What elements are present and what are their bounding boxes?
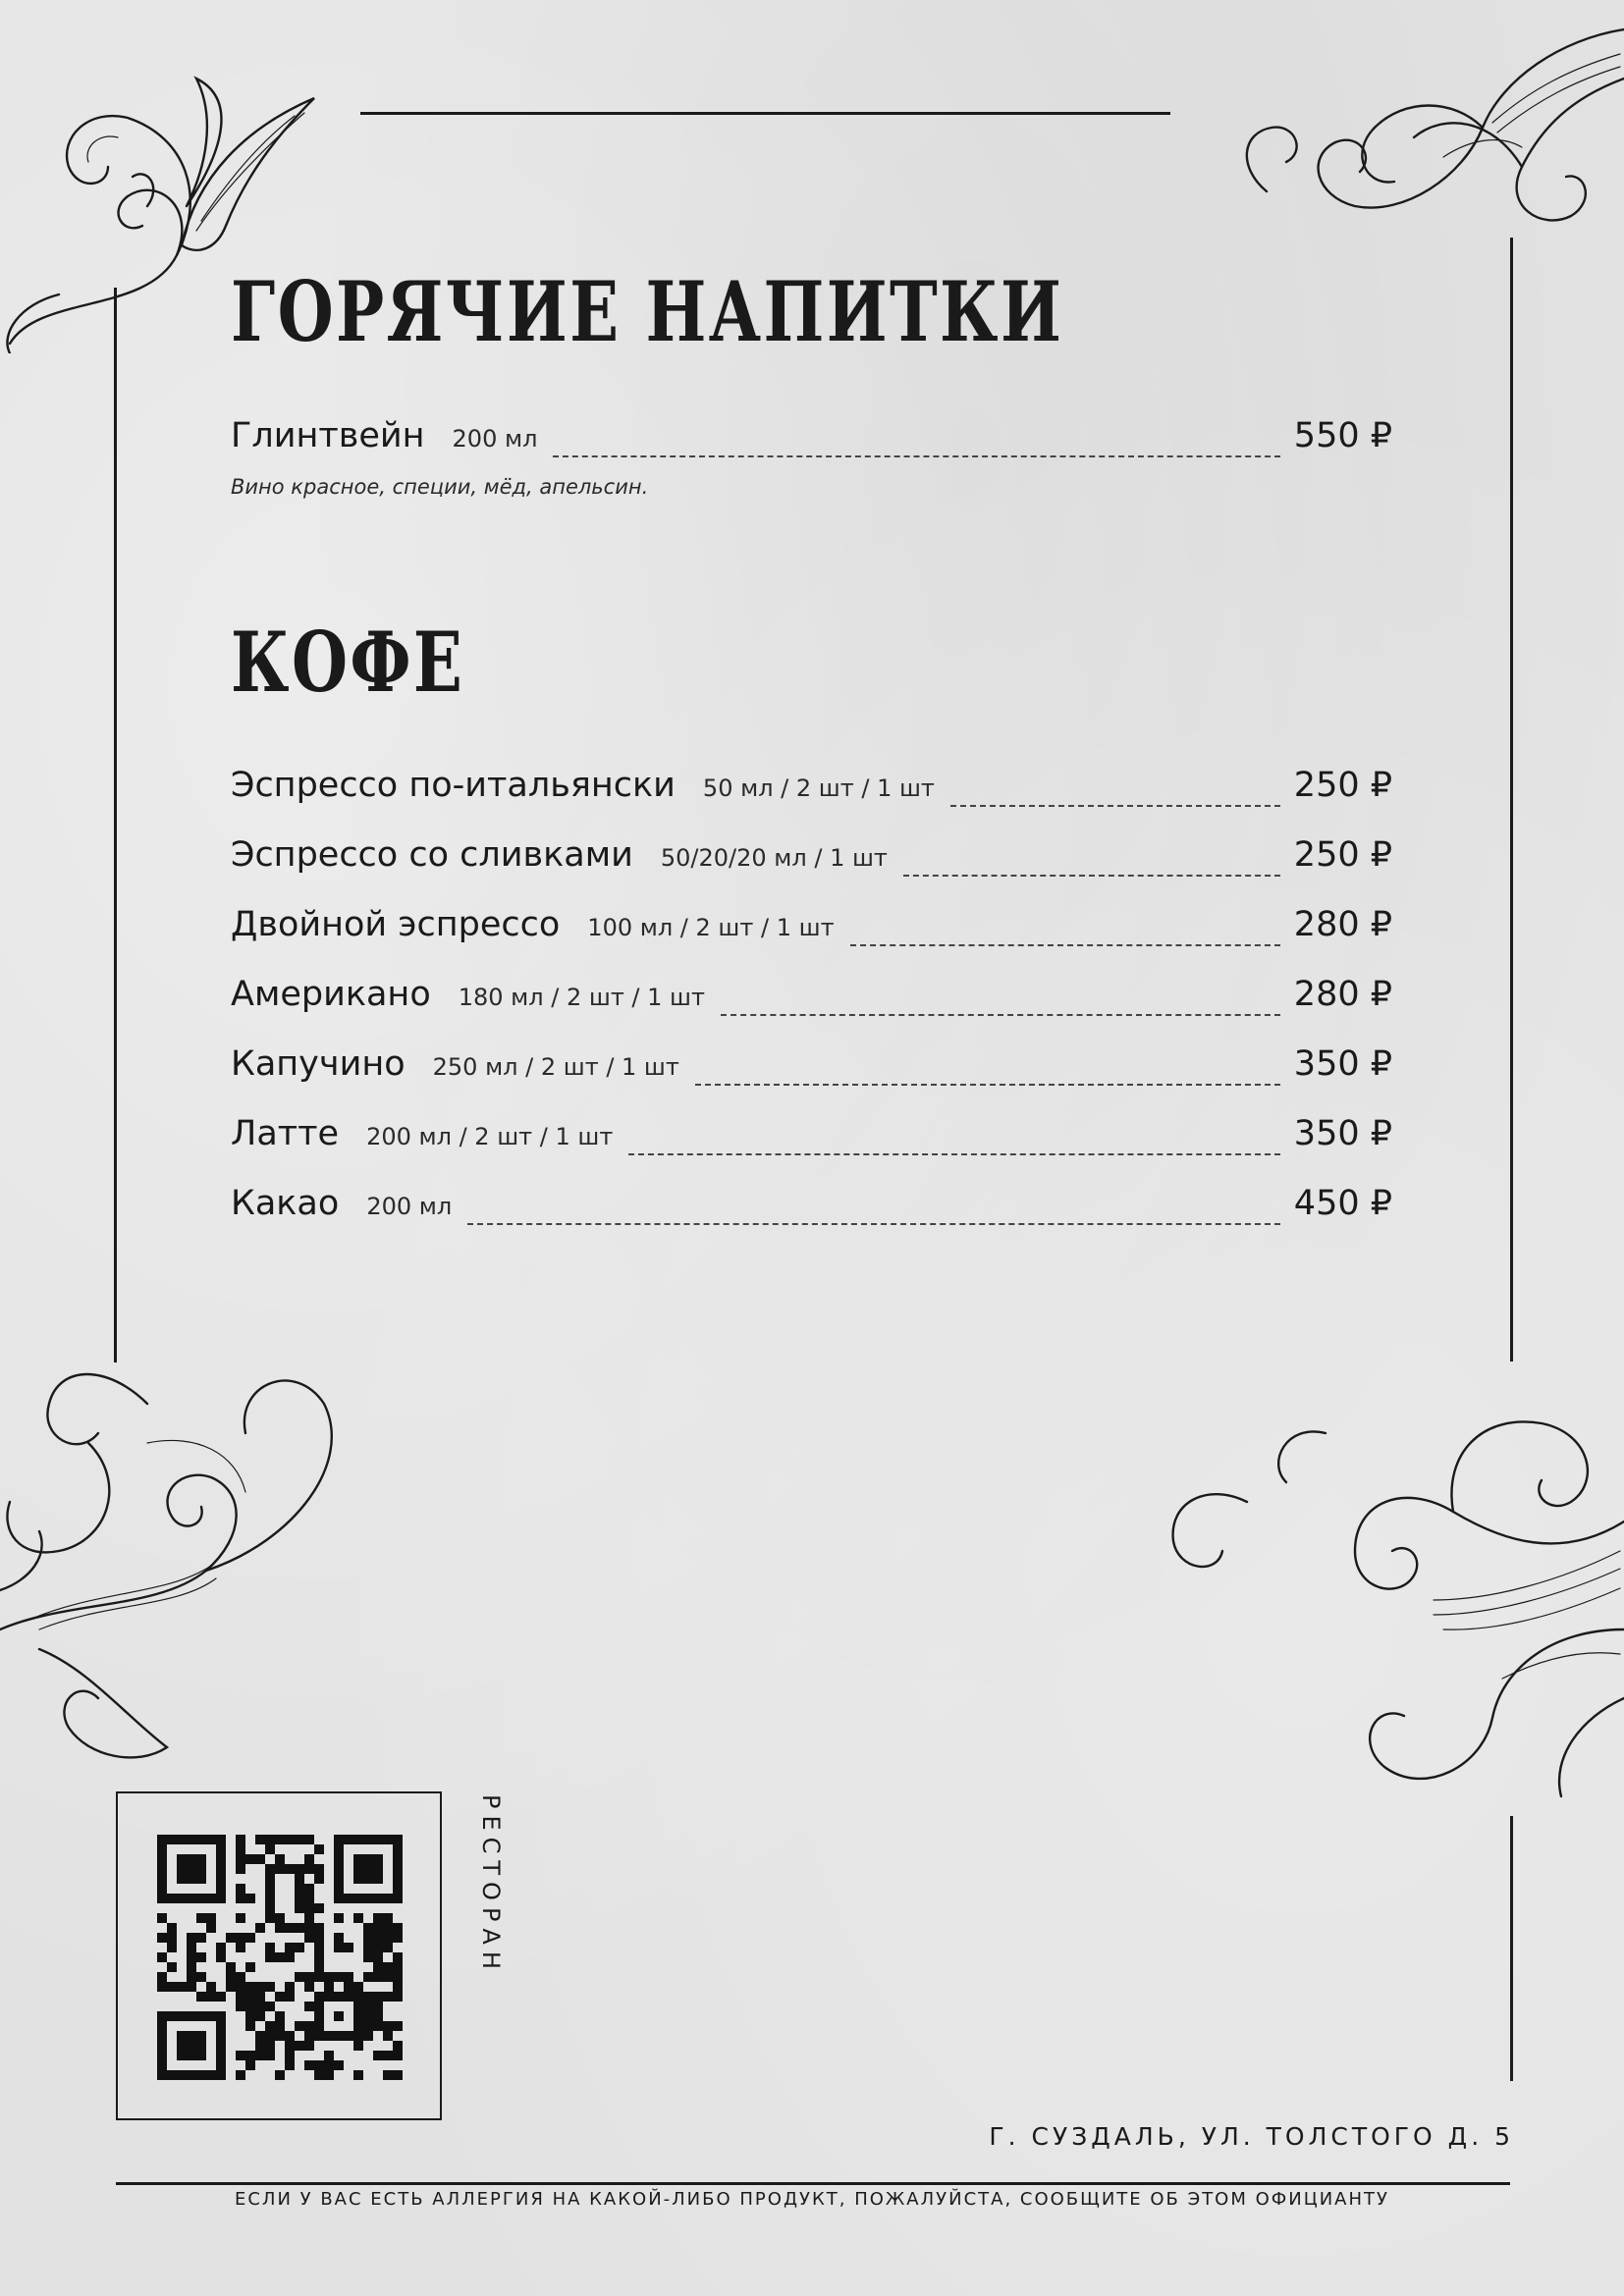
left-vertical-rule [114, 288, 117, 1362]
menu-item-price: 280 ₽ [1293, 905, 1392, 944]
top-rule [360, 112, 1170, 115]
menu-item-name: Эспрессо по-итальянски [231, 766, 676, 805]
menu-item-price: 450 ₽ [1293, 1184, 1392, 1223]
menu-item-row [231, 1044, 1392, 1099]
menu-item-price: 550 ₽ [1293, 416, 1392, 455]
menu-item-row [231, 835, 1392, 890]
menu-item-description: Вино красное, специи, мёд, апельсин. [231, 475, 649, 499]
menu-item-volume: 200 мл [366, 1193, 453, 1220]
menu-item-row [231, 905, 1392, 960]
qr-code-icon[interactable] [157, 1835, 403, 2080]
flourish-ornament-icon [1149, 20, 1624, 245]
menu-item-price: 350 ₽ [1293, 1114, 1392, 1153]
right-vertical-rule [1510, 238, 1513, 1362]
menu-item-volume: 100 мл / 2 шт / 1 шт [587, 914, 835, 941]
menu-item-volume: 50/20/20 мл / 1 шт [660, 844, 888, 872]
restaurant-vertical-label: РЕСТОРАН [477, 1794, 505, 1976]
menu-item-price: 350 ₽ [1293, 1044, 1392, 1084]
menu-item-name: Какао [231, 1184, 340, 1223]
dotted-leader [467, 1222, 1280, 1225]
menu-item-volume: 250 мл / 2 шт / 1 шт [432, 1053, 679, 1081]
bottom-rule [116, 2182, 1510, 2185]
menu-item-volume: 50 мл / 2 шт / 1 шт [702, 774, 935, 802]
menu-item-row [231, 1184, 1392, 1239]
menu-item-row [231, 1114, 1392, 1169]
flourish-ornament-icon [0, 1345, 353, 1777]
menu-item-price: 280 ₽ [1293, 975, 1392, 1014]
menu-item-name: Двойной эспрессо [231, 905, 561, 944]
dotted-leader [903, 874, 1280, 877]
section-title-coffee: КОФЕ [231, 614, 465, 711]
menu-item-name: Капучино [231, 1044, 406, 1084]
dotted-leader [850, 943, 1280, 946]
dotted-leader [553, 454, 1279, 457]
dotted-leader [721, 1013, 1280, 1016]
menu-item-volume: 200 мл [452, 425, 538, 453]
dotted-leader [950, 804, 1280, 807]
menu-item-row [231, 766, 1392, 821]
restaurant-address: Г. СУЗДАЛЬ, УЛ. ТОЛСТОГО Д. 5 [989, 2122, 1514, 2151]
section-title-hot-drinks: ГОРЯЧИЕ НАПИТКИ [231, 263, 1064, 360]
menu-item-price: 250 ₽ [1293, 766, 1392, 805]
menu-item-name: Эспрессо со сливками [231, 835, 633, 875]
dotted-leader [695, 1083, 1280, 1086]
menu-item-name: Глинтвейн [231, 416, 425, 455]
allergy-note: ЕСЛИ У ВАС ЕСТЬ АЛЛЕРГИЯ НА КАКОЙ-ЛИБО ПРОДУКТ, ПОЖАЛУЙСТА, СООБЩИТЕ ОБ ЭТОМ ОФИЦИАНТУ [234, 2189, 1389, 2210]
qr-code-frame [116, 1791, 442, 2120]
menu-item-price: 250 ₽ [1293, 835, 1392, 875]
flourish-ornament-icon [1129, 1404, 1624, 1816]
right-lower-vertical-rule [1510, 1816, 1513, 2081]
menu-item-row [231, 416, 1392, 471]
dotted-leader [628, 1152, 1279, 1155]
menu-item-row [231, 975, 1392, 1030]
menu-item-name: Американо [231, 975, 431, 1014]
menu-item-volume: 180 мл / 2 шт / 1 шт [458, 984, 705, 1011]
menu-item-volume: 200 мл / 2 шт / 1 шт [366, 1123, 614, 1150]
menu-item-name: Латте [231, 1114, 340, 1153]
